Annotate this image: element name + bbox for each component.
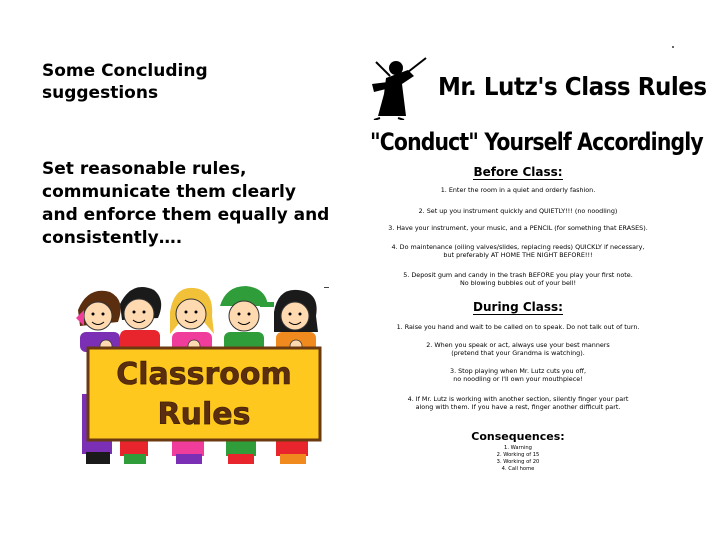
kid-1 xyxy=(76,291,121,352)
before-rule-3: 3. Have your instrument, your music, and a PENCIL (for something that ERASES). xyxy=(388,224,648,232)
before-rule-5: 5. Deposit gum and candy in the trash BEFORE you play your first note. No blowing bubbles out of your bell! xyxy=(403,271,633,287)
during-rule-1: 1. Raise you hand and wait to be called on to speak. Do not talk out of turn. xyxy=(396,323,640,331)
body-line-4: consistently…. xyxy=(42,228,183,248)
body-line-3: and enforce them equally and xyxy=(42,205,330,225)
during-rule-2: 2. When you speak or act, always use your best manners (pretend that your Grandma is watching). xyxy=(426,341,610,357)
body-line-2: communicate them clearly xyxy=(42,182,296,202)
consequence-4: 4. Call home xyxy=(501,466,535,472)
sign-line-1: Classroom xyxy=(116,357,292,392)
slide-heading xyxy=(42,60,342,104)
during-rule-4: 4. If Mr. Lutz is working with another section, silently finger your part along with them. If you have a rest, finger another difficult part. xyxy=(407,395,629,411)
classroom-rules-clipart xyxy=(76,282,328,470)
consequences-heading: Consequences: xyxy=(471,430,565,443)
heading-line-1: Some Concluding xyxy=(42,61,208,81)
slide-body xyxy=(42,158,352,250)
conductor-figure-icon xyxy=(368,54,434,120)
poster-title: Mr. Lutz's Class Rules xyxy=(438,72,707,101)
before-rule-4: 4. Do maintenance (oiling valves/slides, replacing reeds) QUICKLY if necessary, but preferably AT HOME THE NIGHT BEFORE!!! xyxy=(391,243,645,259)
consequence-1: 1. Warning xyxy=(504,445,532,451)
during-class-heading: During Class: xyxy=(473,300,563,314)
body-line-1: Set reasonable rules, xyxy=(42,159,247,179)
poster-subtitle: "Conduct" Yourself Accordingly xyxy=(370,128,703,156)
stray-dash xyxy=(324,287,329,288)
heading-line-2: suggestions xyxy=(42,83,159,103)
consequences-list xyxy=(368,445,668,473)
before-rule-2: 2. Set up you instrument quickly and QUIETLY!!! (no noodling) xyxy=(418,207,618,215)
before-rule-1: 1. Enter the room in a quiet and orderly fashion. xyxy=(440,186,596,194)
class-rules-poster xyxy=(368,52,707,484)
before-class-heading: Before Class: xyxy=(473,165,563,179)
kid-2 xyxy=(120,287,161,352)
during-rule-3: 3. Stop playing when Mr. Lutz cuts you off, no noodling or I'll own your mouthpiece! xyxy=(450,367,586,383)
consequence-3: 3. Working of 20 xyxy=(496,459,540,465)
kid-4 xyxy=(220,286,274,354)
sign-line-2: Rules xyxy=(157,397,251,432)
stray-dot xyxy=(672,46,674,48)
consequence-2: 2. Working of 15 xyxy=(496,452,540,458)
